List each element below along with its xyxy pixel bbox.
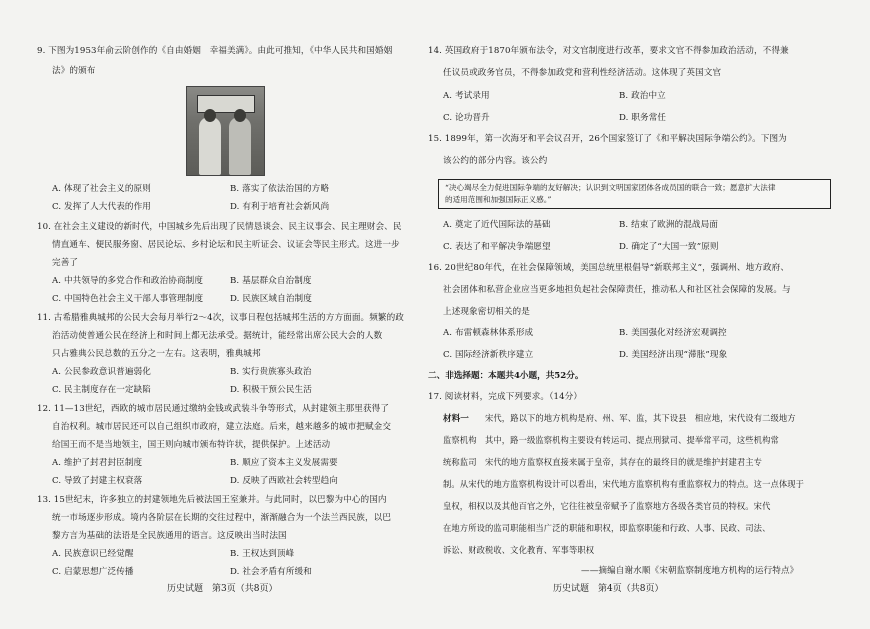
q15-option-b[interactable]: B. 结束了欧洲的混战局面 [619,220,719,230]
q13-option-a[interactable]: A. 民族意识已经觉醒 [52,549,134,559]
q11-stem-line1: 11. 古希腊雅典城邦的公民大会每月举行2～4次，议事日程包括城邦生活的方方面面。频繁的政 [37,313,404,323]
q15-stem-line1: 15. 1899年，第一次海牙和平会议召开，26个国家签订了《和平解决国际争端公约》。下图为 [428,134,787,144]
q10-option-c[interactable]: C. 中国特色社会主义干部人事管理制度 [52,294,204,304]
q9-stem-line1: 9. 下图为1953年俞云阶创作的《自由婚姻 幸福美满》。由此可推知，《中华人民共和国婚姻 [37,46,393,56]
q9-option-d[interactable]: D. 有利于培育社会新风尚 [230,202,330,212]
q9-option-a[interactable]: A. 体现了社会主义的原则 [52,184,151,194]
q10-option-b[interactable]: B. 基层群众自治制度 [230,276,312,286]
q14-option-c[interactable]: C. 论功晋升 [443,113,490,123]
material-line-1: 宋代，路以下的地方机构是府、州、军、监，其下设县 相应地，宋代设有二级地方 [485,413,796,423]
q12-option-d[interactable]: D. 反映了西欧社会转型趋向 [230,476,338,486]
q10-option-a[interactable]: A. 中共领导的多党合作和政治协商制度 [52,276,204,286]
q15-quote-line1: “决心竭尽全力促进国际争端的友好解决；认识到文明国家团体各成员国的联合一致；愿意扩大法律 [445,183,776,192]
q14-stem-line2: 任议员或政务官员，不得参加政党和营利性经济活动。这体现了英国文官 [443,68,722,78]
page-footer-left: 历史试题 第3页（共8页） [167,584,278,594]
q14-option-a[interactable]: A. 考试录用 [443,91,490,101]
q16-stem-line2: 社会团体和私营企业应当更多地担负起社会保障责任，推动私人和社区社会保障的发展。与 [443,285,791,295]
q11-stem-line3: 只占雅典公民总数的五分之一左右。这表明，雅典城邦 [52,349,261,359]
q10-option-d[interactable]: D. 民族区域自治制度 [230,294,312,304]
q14-option-d[interactable]: D. 职务常任 [619,113,667,123]
q16-option-a[interactable]: A. 布雷顿森林体系形成 [443,328,534,338]
q14-stem-line1: 14. 英国政府于1870年颁布法令，对文官制度进行改革，要求文官不得参加政治活动，不得兼 [428,46,789,56]
q12-option-b[interactable]: B. 顺应了资本主义发展需要 [230,458,338,468]
material-line-6: 在地方所设的监司职能相当广泛的职能和职权，即监察职能和行政、人事、民政、司法、 [443,523,771,533]
q15-option-a[interactable]: A. 奠定了近代国际法的基础 [443,220,551,230]
q15-option-c[interactable]: C. 表达了和平解决争端愿望 [443,242,551,252]
material-line-3: 统称监司 宋代的地方监察权直接来属于皇帝，其存在的最终目的就是维护封建君主专 [443,457,763,467]
material-line-4: 制。从宋代的地方监察机构设计可以看出，宋代地方监察机构有重监察权力的特点。这一点体现于 [443,479,805,489]
q11-option-a[interactable]: A. 公民参政意识普遍弱化 [52,367,151,377]
q13-stem-line2: 统一市场逐步形成。境内各阶层在长期的交往过程中，渐渐融合为一个法兰西民族，以巴 [52,513,392,523]
q13-stem-line3: 黎方言为基础的法语是全民族通用的语言。这反映出当时法国 [52,531,287,541]
q10-stem-line1: 10. 在社会主义建设的新时代，中国城乡先后出现了民情恳谈会、民主议事会、民主理财会、民 [37,222,402,232]
q15-quote-line2: 的适用范围和加强国际正义感。” [445,195,552,204]
q12-stem-line1: 12. 11—13世纪，西欧的城市居民通过缴纳金钱或武装斗争等形式，从封建领主那里获得了 [37,404,390,414]
q16-option-d[interactable]: D. 美国经济出现“滞胀”现象 [619,350,728,360]
q10-stem-line3: 完善了 [52,258,79,268]
page-footer-right: 历史试题 第4页（共8页） [553,584,664,594]
q9-stem-line2: 法》的颁布 [52,66,96,76]
q12-stem-line3: 给国王而不是当地领主，国王则向城市颁布特许状，提供保护。上述活动 [52,440,331,450]
q12-option-c[interactable]: C. 导致了封建主权衰落 [52,476,143,486]
q14-option-b[interactable]: B. 政治中立 [619,91,666,101]
wedding-painting [186,86,265,176]
q16-stem-line1: 16. 20世纪80年代，在社会保障领域，美国总统里根倡导“新联邦主义”，强调州、地方政府、 [428,263,790,273]
section-2-heading: 二、非选择题：本题共4小题，共52分。 [428,371,584,381]
material-line-5: 皇权，相权以及其他百官之外，它往往被皇帝赋予了监察地方各级各类官员的特权。宋代 [443,501,771,511]
q13-stem-line1: 13. 15世纪末，许多独立的封建领地先后被法国王室兼并。与此同时，以巴黎为中心的国内 [37,495,387,505]
q16-option-b[interactable]: B. 美国强化对经济宏观调控 [619,328,727,338]
q15-stem-line2: 该公约的部分内容。该公约 [443,156,548,166]
q16-stem-line3: 上述现象密切相关的是 [443,307,530,317]
q10-stem-line2: 情直通车、便民服务窗、居民论坛、乡村论坛和民主听证会、议证会等民主形式。这进一步 [52,240,400,250]
q16-option-c[interactable]: C. 国际经济新秩序建立 [443,350,534,360]
q15-option-d[interactable]: D. 确定了“大国一致”原则 [619,242,719,252]
q11-stem-line2: 治活动使普通公民在经济上和时间上都无法承受。据统计，能经常出席公民大会的人数 [52,331,383,341]
material-source: ——摘编自谢水顺《宋朝监察制度地方机构的运行特点》 [581,566,799,576]
q9-option-c[interactable]: C. 发挥了人大代表的作用 [52,202,151,212]
material-1-label: 材料一 [443,414,469,424]
q13-option-b[interactable]: B. 王权达到顶峰 [230,549,295,559]
q11-option-b[interactable]: B. 实行贵族寡头政治 [230,367,312,377]
q13-option-d[interactable]: D. 社会矛盾有所缓和 [230,567,312,577]
q13-option-c[interactable]: C. 启蒙思想广泛传播 [52,567,134,577]
page-right-lower [428,0,870,629]
q11-option-c[interactable]: C. 民主制度存在一定缺陷 [52,385,151,395]
q17-stem: 17. 阅读材料，完成下列要求。（14分） [428,392,583,402]
q12-option-a[interactable]: A. 维护了封君封臣制度 [52,458,143,468]
q12-stem-line2: 自治权利。城市居民还可以自己组织市政府，建立法庭。后来，越来越多的城市把赋金交 [52,422,392,432]
material-line-2: 监察机构 其中，路一级监察机构主要设有转运司、提点刑狱司、提举常平司，这些机构常 [443,435,779,445]
q11-option-d[interactable]: D. 积极干预公民生活 [230,385,312,395]
q9-option-b[interactable]: B. 落实了依法治国的方略 [230,184,330,194]
material-line-7: 诉讼、财政税收、文化教育、军事等职权 [443,545,595,555]
